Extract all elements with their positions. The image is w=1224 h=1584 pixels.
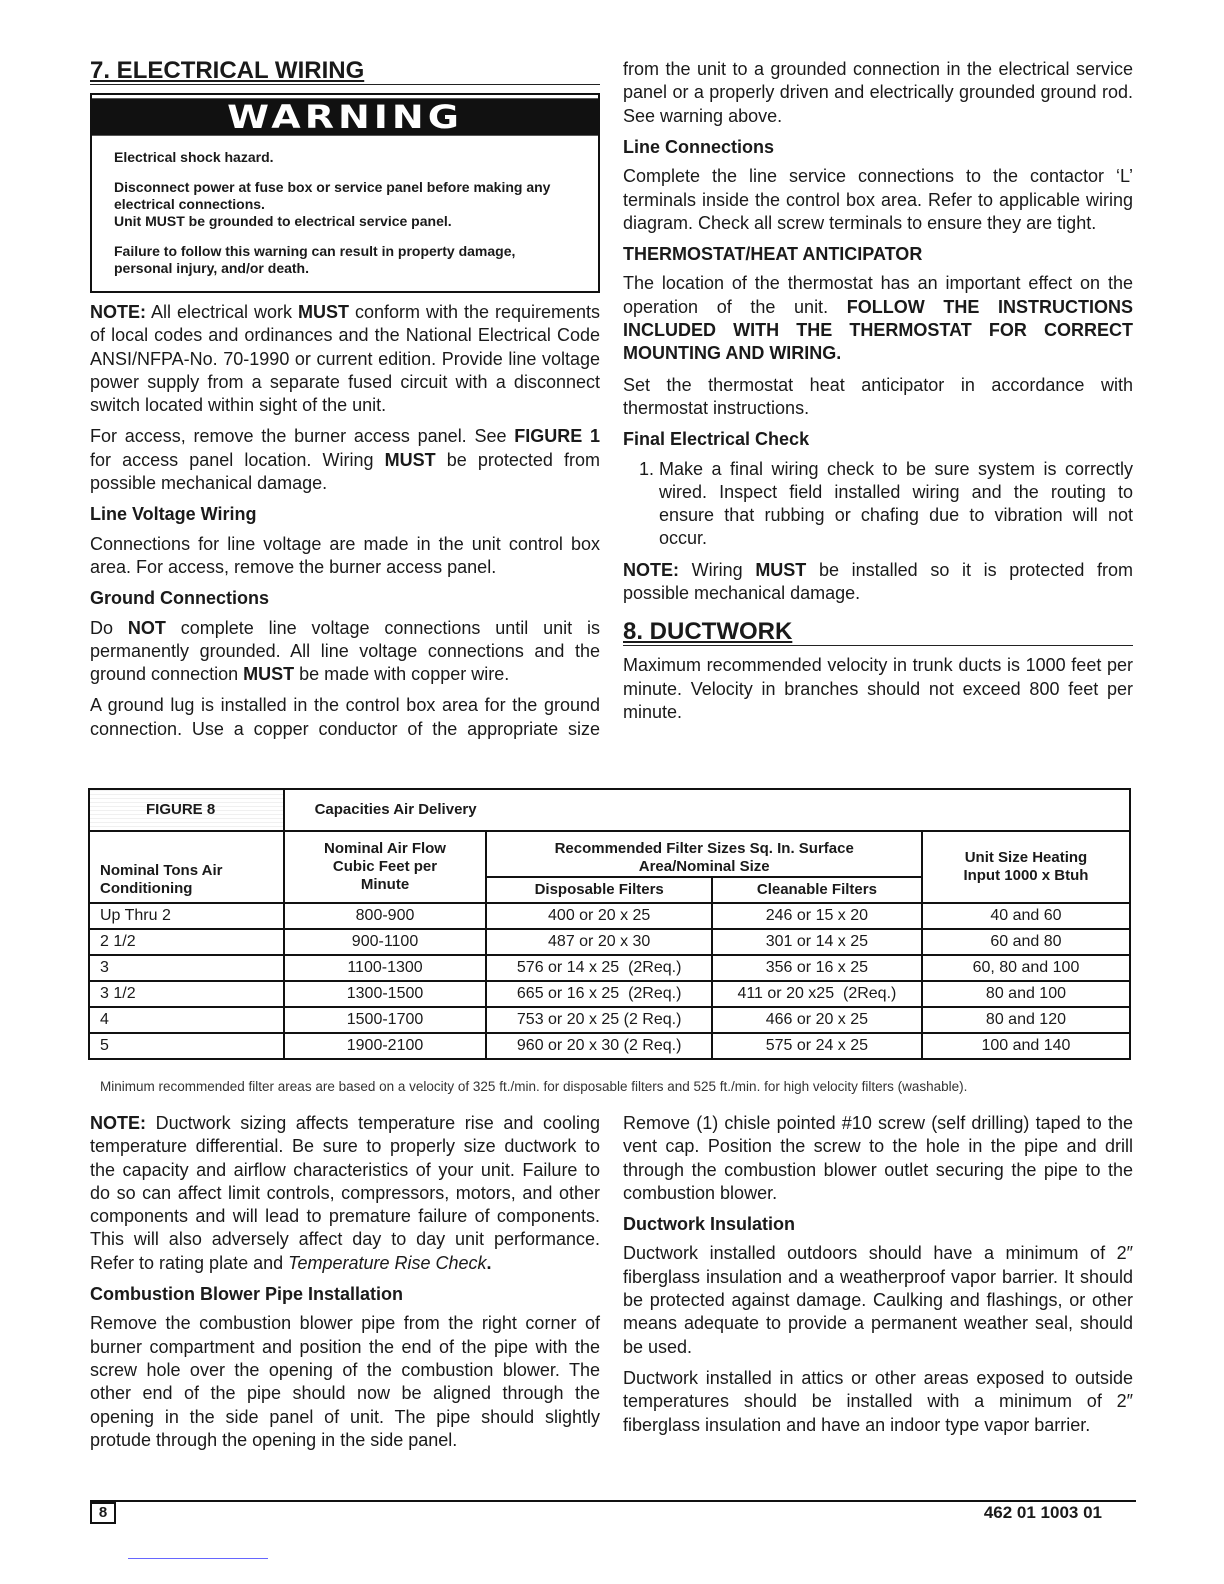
line-connections-heading: Line Connections — [623, 137, 775, 157]
access-paragraph: For access, remove the burner access panel. See FIGURE 1 for access panel location. Wiring MUST be protected from possible mechanical damage. — [90, 426, 601, 494]
table-cell: 100 and 140 — [922, 1033, 1130, 1059]
table-cell: 356 or 16 x 25 — [712, 955, 922, 981]
ground-lug-paragraph: A ground lug is installed in the control box area for the ground connection. Use a copper conductor of the appropriate size — [90, 695, 600, 739]
line-voltage-heading: Line Voltage Wiring — [90, 504, 257, 525]
table-cell: 60, 80 and 100 — [922, 955, 1130, 981]
thermostat-paragraph: The location of the thermostat has an important effect on the operation of the unit. FOLLOW THE INSTRUCTIONS INCLUDED WITH THE THERMOSTAT FOR CORRECT MOUNTING AND WIRING. — [623, 273, 1133, 364]
table-cell: 900-1100 — [284, 929, 487, 955]
table-cell: 576 or 14 x 25 (2Req.) — [486, 955, 711, 981]
insulation-attic-paragraph: Ductwork installed in attics or other areas exposed to outside temperatures should be installed with a minimum of 2″ fiberglass insulation and have an indoor type vapor barrier. — [623, 1367, 1133, 1435]
table-footnote: Minimum recommended filter areas are based on a velocity of 325 ft./min. for disposable filters and 525 ft./min. for high velocity filters (washable). — [100, 1079, 968, 1094]
warning-title: WARNING — [92, 98, 598, 135]
section-8-title: 8. DUCTWORK — [623, 619, 1133, 646]
warning-line: Disconnect power at fuse box or service panel before making any electrical connections. Unit MUST be grounded to electrical service panel. — [114, 179, 551, 229]
table-row — [89, 929, 1130, 955]
header-tons: Nominal Tons Air Conditioning — [89, 831, 284, 903]
table-cell: 753 or 20 x 25 (2 Req.) — [486, 1007, 711, 1033]
table-cell: 411 or 20 x25 (2Req.) — [712, 981, 922, 1007]
capacities-table — [88, 788, 1131, 1060]
wiring-note: NOTE: Wiring MUST be installed so it is protected from possible mechanical damage. — [623, 559, 1133, 604]
table-cell: 40 and 60 — [922, 903, 1130, 929]
table-row — [89, 981, 1130, 1007]
table-cell: 665 or 16 x 25 (2Req.) — [486, 981, 711, 1007]
insulation-outdoor-paragraph: Ductwork installed outdoors should have a minimum of 2″ fiberglass insulation and a weatherproof vapor barrier. It should be protected against damage. Caulking and flashings, or other means adequate to provide a permanent weather seal, should be used. — [623, 1243, 1133, 1357]
table-cell: 80 and 100 — [922, 981, 1130, 1007]
note-paragraph: NOTE: All electrical work MUST conform with the requirements of local codes and ordinances and the National Electrical Code ANSI/NFPA-No. 70-1990 or current edition. Provide line voltage power supply from a separate fused circuit with a disconnect switch located within sight of the unit. — [90, 302, 600, 416]
table-cell: 1100-1300 — [284, 955, 487, 981]
page-number: 8 — [90, 1502, 116, 1524]
final-check-item: 1. Make a final wiring check to be sure system is correctly wired. Inspect field installed wiring and the routing to ensure that rubbing or chafing due to vibration will not occur. — [659, 458, 1133, 551]
table-cell: 80 and 120 — [922, 1007, 1130, 1033]
table-cell: 800-900 — [284, 903, 487, 929]
table-cell: 246 or 15 x 20 — [712, 903, 922, 929]
table-cell: 1300-1500 — [284, 981, 487, 1007]
line-voltage-paragraph: Connections for line voltage are made in the unit control box area. For access, remove the burner access panel. — [90, 533, 600, 577]
table-cell: 466 or 20 x 25 — [712, 1007, 922, 1033]
ductwork-insulation-heading: Ductwork Insulation — [623, 1214, 796, 1235]
section-7-title: 7. ELECTRICAL WIRING — [90, 58, 600, 85]
table-cell: 960 or 20 x 30 (2 Req.) — [486, 1033, 711, 1059]
table-row — [89, 1033, 1130, 1059]
right-column-bottom — [623, 1112, 1133, 1445]
warning-box — [90, 93, 600, 293]
line-connections-paragraph: Complete the line service connections to the contactor ‘L’ terminals inside the control box area. Refer to applicable wiring diagram. Check all screw terminals to ensure they are tight. — [623, 166, 1133, 233]
header-disposable: Disposable Filters — [486, 877, 711, 903]
ductwork-note: NOTE: Ductwork sizing affects temperature rise and cooling temperature differential. Be sure to properly size ductwork to the capacity and airflow characteristics of your unit. Failure to do so can affect limit controls, compressors, motors, and other components and will lead to premature failure of components. This will also adversely affect day to day unit performance. Refer to rating plate and Temperature Rise Check. — [90, 1113, 600, 1273]
right-column-top — [623, 58, 1133, 732]
table-cell: 487 or 20 x 30 — [486, 929, 711, 955]
anticipator-paragraph: Set the thermostat heat anticipator in accordance with thermostat instructions. — [623, 374, 1133, 418]
table-cell: 3 — [89, 955, 284, 981]
figure-label: FIGURE 8 — [89, 789, 284, 831]
header-cleanable: Cleanable Filters — [712, 877, 922, 903]
warning-line: Failure to follow this warning can result in property damage, personal injury, and/or death. — [114, 243, 516, 276]
table-cell: 5 — [89, 1033, 284, 1059]
left-column-bottom — [90, 1112, 600, 1460]
table-cell: 1500-1700 — [284, 1007, 487, 1033]
header-unit-size: Unit Size Heating Input 1000 x Btuh — [922, 831, 1130, 903]
combustion-blower-paragraph: Remove the combustion blower pipe from the right corner of burner compartment and position the end of the pipe with the screw hole over the opening of the combustion blower. The other end of the pipe should now be aligned through the opening in the side panel of unit. The pipe should slightly protude through the opening in the side panel. — [90, 1313, 600, 1450]
thermostat-heading: THERMOSTAT/HEAT ANTICIPATOR — [623, 244, 923, 265]
table-row — [89, 903, 1130, 929]
header-filters: Recommended Filter Sizes Sq. In. Surface Area/Nominal Size — [486, 831, 921, 877]
final-check-heading: Final Electrical Check — [623, 429, 810, 450]
ground-paragraph: Do NOT complete line voltage connections until unit is permanently grounded. All line voltage connections and the ground connection MUST be made with copper wire. — [90, 617, 600, 685]
table-cell: 575 or 24 x 25 — [712, 1033, 922, 1059]
decorative-line — [128, 1558, 268, 1559]
table-cell: 2 1/2 — [89, 929, 284, 955]
combustion-blower-heading: Combustion Blower Pipe Installation — [90, 1284, 404, 1305]
table-cell: 1900-2100 — [284, 1033, 487, 1059]
table-caption: Capacities Air Delivery — [284, 789, 1130, 831]
ground-lug-continued: from the unit to a grounded connection in the electrical service panel or a properly driven and electrically grounded ground rod. See warning above. — [623, 59, 1133, 126]
footer-rule — [90, 1500, 1136, 1502]
table-row — [89, 955, 1130, 981]
table-cell: 60 and 80 — [922, 929, 1130, 955]
left-column-top — [90, 58, 600, 740]
table-cell: 4 — [89, 1007, 284, 1033]
screw-paragraph: Remove (1) chisle pointed #10 screw (self drilling) taped to the vent cap. Position the screw to the hole in the pipe and drill through the combustion blower outlet securing the pipe to the combustion blower. — [623, 1113, 1133, 1203]
table-cell: Up Thru 2 — [89, 903, 284, 929]
ground-connections-heading: Ground Connections — [90, 588, 269, 609]
warning-line: Electrical shock hazard. — [114, 149, 274, 165]
table-cell: 3 1/2 — [89, 981, 284, 1007]
table-row — [89, 1007, 1130, 1033]
table-cell: 400 or 20 x 25 — [486, 903, 711, 929]
velocity-paragraph: Maximum recommended velocity in trunk ducts is 1000 feet per minute. Velocity in branches should not exceed 800 feet per minute. — [623, 655, 1133, 722]
document-number: 462 01 1003 01 — [983, 1503, 1102, 1522]
table-cell: 301 or 14 x 25 — [712, 929, 922, 955]
header-airflow: Nominal Air Flow Cubic Feet per Minute — [284, 831, 487, 903]
